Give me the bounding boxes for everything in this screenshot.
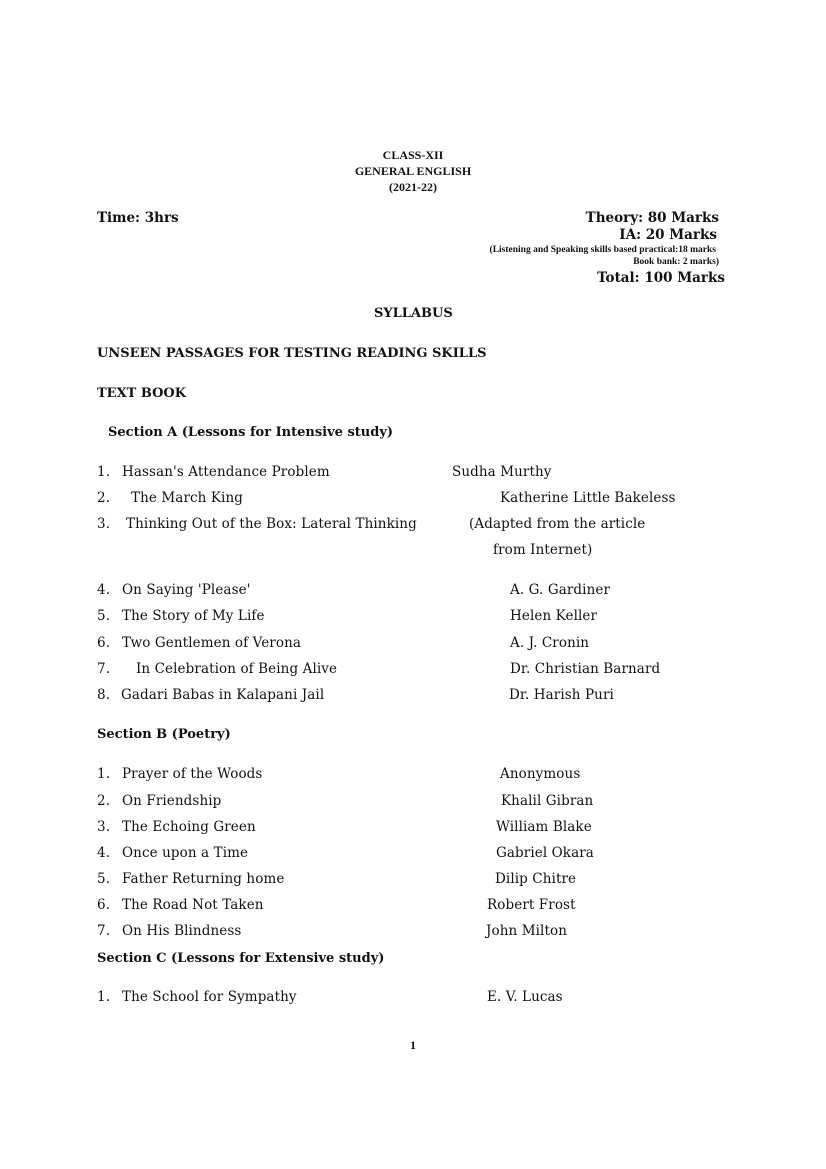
lesson-title: Gadari Babas in Kalapani Jail [121,687,325,703]
lesson-author: Dr. Christian Barnard [510,661,661,677]
poem-author: Dilip Chitre [495,871,577,887]
lesson-title: Thinking Out of the Box: Lateral Thinking [126,516,417,532]
lesson-title: Two Gentlemen of Verona [122,635,302,651]
lesson-author: Helen Keller [510,608,598,624]
unseen-passages-heading: UNSEEN PASSAGES FOR TESTING READING SKILLS [97,346,487,361]
list-item-number: 4. [97,582,111,598]
poem-title: Once upon a Time [122,845,249,861]
total-marks: Total: 100 Marks [597,270,725,286]
poem-author: Gabriel Okara [496,845,594,861]
lesson-title: In Celebration of Being Alive [136,661,338,677]
poem-title: The Echoing Green [122,819,256,835]
list-item-number: 1. [97,464,111,480]
class-heading: CLASS-XII [382,148,444,162]
list-item-number: 1. [97,766,111,782]
page-number: 1 [410,1038,416,1052]
lesson-title: The March King [131,490,243,506]
list-item-number: 8. [97,687,111,703]
lesson-author: Sudha Murthy [452,464,552,480]
list-item-number: 6. [97,635,111,651]
section-c-title: Section C (Lessons for Extensive study) [97,951,385,966]
section-a-title: Section A (Lessons for Intensive study) [108,425,394,440]
list-item-number: 5. [97,871,111,887]
poem-author: John Milton [486,923,568,939]
list-item-number: 3. [97,516,111,532]
list-item-number: 7. [97,923,111,939]
lesson-author: Dr. Harish Puri [509,687,614,703]
list-item-number: 2. [97,490,111,506]
ia-marks: IA: 20 Marks [619,227,717,243]
lesson-title: Hassan's Attendance Problem [122,464,330,480]
poem-title: On Friendship [122,793,222,809]
list-item-number: 4. [97,845,111,861]
year-heading: (2021-22) [389,180,437,194]
theory-marks: Theory: 80 Marks [585,210,719,226]
lesson-title: The Story of My Life [122,608,265,624]
poem-author: Robert Frost [487,897,576,913]
lesson-author-continued: from Internet) [493,542,593,558]
list-item-number: 2. [97,793,111,809]
lesson-title: The School for Sympathy [122,989,297,1005]
section-b-title: Section B (Poetry) [97,727,231,742]
poem-title: Father Returning home [122,871,285,887]
syllabus-title: SYLLABUS [374,306,453,321]
poem-author: William Blake [496,819,592,835]
lesson-author: E. V. Lucas [487,989,563,1005]
lesson-author: (Adapted from the article [469,516,646,532]
poem-title: Prayer of the Woods [122,766,263,782]
poem-title: The Road Not Taken [122,897,264,913]
lesson-title: On Saying 'Please' [122,582,251,598]
subject-heading: GENERAL ENGLISH [354,164,472,178]
list-item-number: 3. [97,819,111,835]
poem-author: Anonymous [500,766,581,782]
poem-title: On His Blindness [122,923,242,939]
lesson-author: Katherine Little Bakeless [500,490,676,506]
list-item-number: 5. [97,608,111,624]
list-item-number: 1. [97,989,111,1005]
lesson-author: A. J. Cronin [510,635,590,651]
practical-marks: (Listening and Speaking skills based practical:18 marks [489,245,716,255]
lesson-author: A. G. Gardiner [510,582,610,598]
book-bank-marks: Book bank: 2 marks) [633,257,719,267]
time-label: Time: 3hrs [97,210,179,226]
list-item-number: 7. [97,661,111,677]
list-item-number: 6. [97,897,111,913]
poem-author: Khalil Gibran [501,793,594,809]
text-book-heading: TEXT BOOK [97,386,187,401]
